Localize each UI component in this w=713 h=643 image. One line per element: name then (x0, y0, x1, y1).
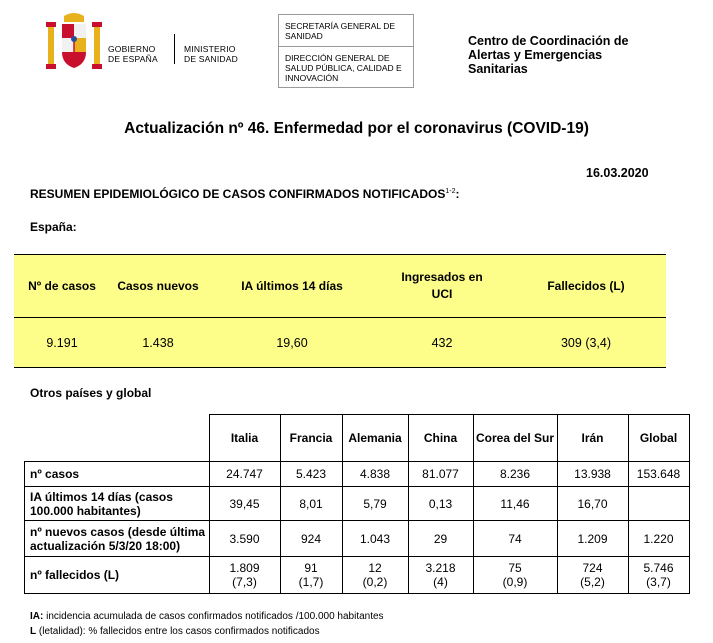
ministry-label (184, 44, 238, 64)
cell-ia14-china: 0,13 (408, 487, 473, 521)
ccaes-line-1: Centro de Coordinación de (468, 34, 629, 48)
deaths-value: 5.746 (643, 561, 674, 575)
lethality-value: (0,2) (362, 575, 388, 589)
cell-cases-alemania: 4.838 (342, 462, 408, 487)
col-francia: Francia (280, 415, 342, 462)
row-label-ia14: IA últimos 14 días (casos 100.000 habitantes) (25, 487, 210, 521)
spain-header-new-cases: Casos nuevos (110, 255, 206, 318)
footnote-ia (30, 611, 384, 623)
spain-header-cases: Nº de casos (14, 255, 110, 318)
spain-value-ia-14: 19,60 (206, 318, 378, 368)
page-title: Actualización nº 46. Enfermedad por el coronavirus (COVID-19) (124, 120, 589, 137)
footnote-ia-key: IA: (30, 611, 44, 622)
cell-deaths-francia (280, 557, 342, 594)
ministry-line-2: DE SANIDAD (184, 54, 238, 64)
spain-header-icu: Ingresados en UCI (378, 255, 506, 318)
cell-new-alemania: 1.043 (342, 521, 408, 557)
cell-new-francia: 924 (280, 521, 342, 557)
summary-title-text: RESUMEN EPIDEMIOLÓGICO DE CASOS CONFIRMADOS NOTIFICADOS (30, 187, 446, 201)
ccaes-line-2: Alertas y Emergencias (468, 48, 603, 62)
cell-cases-iran: 13.938 (557, 462, 628, 487)
col-global: Global (628, 415, 689, 462)
ministry-line-1: MINISTERIO (184, 44, 236, 54)
cell-ia14-iran: 16,70 (557, 487, 628, 521)
col-italia: Italia (209, 415, 280, 462)
government-line-1: GOBIERNO (108, 44, 156, 54)
deaths-value: 91 (304, 561, 318, 575)
col-iran: Irán (557, 415, 628, 462)
col-corea: Corea del Sur (473, 415, 557, 462)
cell-deaths-corea (473, 557, 557, 594)
cell-deaths-china (408, 557, 473, 594)
cell-ia14-corea: 11,46 (473, 487, 557, 521)
cell-new-iran: 1.209 (557, 521, 628, 557)
spain-value-icu: 432 (378, 318, 506, 368)
lethality-value: (5,2) (580, 575, 605, 589)
others-label: Otros países y global (30, 386, 152, 400)
spain-header-deaths: Fallecidos (L) (506, 255, 666, 318)
cell-ia14-italia: 39,45 (209, 487, 280, 521)
lethality-value: (3,7) (646, 575, 671, 589)
government-line-2: DE ESPAÑA (108, 54, 158, 64)
department-box (278, 14, 414, 88)
deaths-value: 724 (582, 561, 603, 575)
deaths-value: 3.218 (425, 561, 456, 575)
ccaes-line-3: Sanitarias (468, 62, 528, 76)
spain-value-row (14, 318, 666, 368)
lethality-value: (4) (433, 575, 448, 589)
footnote-letalidad (30, 626, 320, 638)
spain-value-cases: 9.191 (14, 318, 110, 368)
spain-summary-table (14, 254, 666, 368)
secretaria-label: SECRETARÍA GENERAL DE SANIDAD (285, 21, 396, 41)
cell-cases-global: 153.648 (628, 462, 689, 487)
cell-new-china: 29 (408, 521, 473, 557)
cell-new-corea: 74 (473, 521, 557, 557)
cell-cases-italia: 24.747 (209, 462, 280, 487)
table-row (25, 487, 690, 521)
cell-ia14-francia: 8,01 (280, 487, 342, 521)
cell-deaths-iran (557, 557, 628, 594)
row-label-new-cases: nº nuevos casos (desde última actualización 5/3/20 18:00) (25, 521, 210, 557)
spain-value-deaths: 309 (3,4) (506, 318, 666, 368)
cell-ia14-global (628, 487, 689, 521)
spain-label: España: (30, 220, 77, 234)
row-label-cases: nº casos (25, 462, 210, 487)
deaths-value: 12 (368, 561, 382, 575)
government-label (108, 44, 158, 64)
table-row (25, 557, 690, 594)
cell-ia14-alemania: 5,79 (342, 487, 408, 521)
summary-title-colon: : (455, 187, 460, 201)
report-date: 16.03.2020 (586, 166, 649, 180)
spain-value-new-cases: 1.438 (110, 318, 206, 368)
summary-title (30, 187, 459, 201)
cell-deaths-global (628, 557, 689, 594)
spain-coat-of-arms-icon (46, 12, 102, 76)
summary-title-superscript: 1-2 (445, 188, 456, 195)
col-alemania: Alemania (342, 415, 408, 462)
cell-cases-francia: 5.423 (280, 462, 342, 487)
footnote-ia-text: incidencia acumulada de casos confirmados notificados /100.000 habitantes (43, 611, 384, 622)
countries-header-row (25, 415, 690, 462)
deaths-value: 75 (508, 561, 522, 575)
lethality-value: (0,9) (502, 575, 528, 589)
spain-header-row (14, 255, 666, 318)
spain-header-ia-14: IA últimos 14 días (206, 255, 378, 318)
cell-new-italia: 3.590 (209, 521, 280, 557)
cell-deaths-italia (209, 557, 280, 594)
ccaes-label (468, 34, 668, 76)
lethality-value: (7,3) (232, 575, 257, 589)
direccion-label: DIRECCIÓN GENERAL DE SALUD PÚBLICA, CALIDAD E INNOVACIÓN (285, 53, 402, 83)
col-china: China (408, 415, 473, 462)
footnote-letalidad-key: L (30, 626, 37, 637)
footnote-letalidad-text: (letalidad): % fallecidos entre los casos confirmados notificados (36, 626, 320, 637)
lethality-value: (1,7) (298, 575, 324, 589)
cell-new-global: 1.220 (628, 521, 689, 557)
cell-cases-china: 81.077 (408, 462, 473, 487)
header-divider (174, 34, 175, 64)
countries-header-blank (25, 415, 210, 462)
cell-deaths-alemania (342, 557, 408, 594)
countries-table (24, 414, 690, 594)
department-divider (279, 46, 413, 47)
row-label-deaths: nº fallecidos (L) (25, 557, 210, 594)
cell-cases-corea: 8.236 (473, 462, 557, 487)
table-row (25, 521, 690, 557)
deaths-value: 1.809 (229, 561, 260, 575)
table-row (25, 462, 690, 487)
